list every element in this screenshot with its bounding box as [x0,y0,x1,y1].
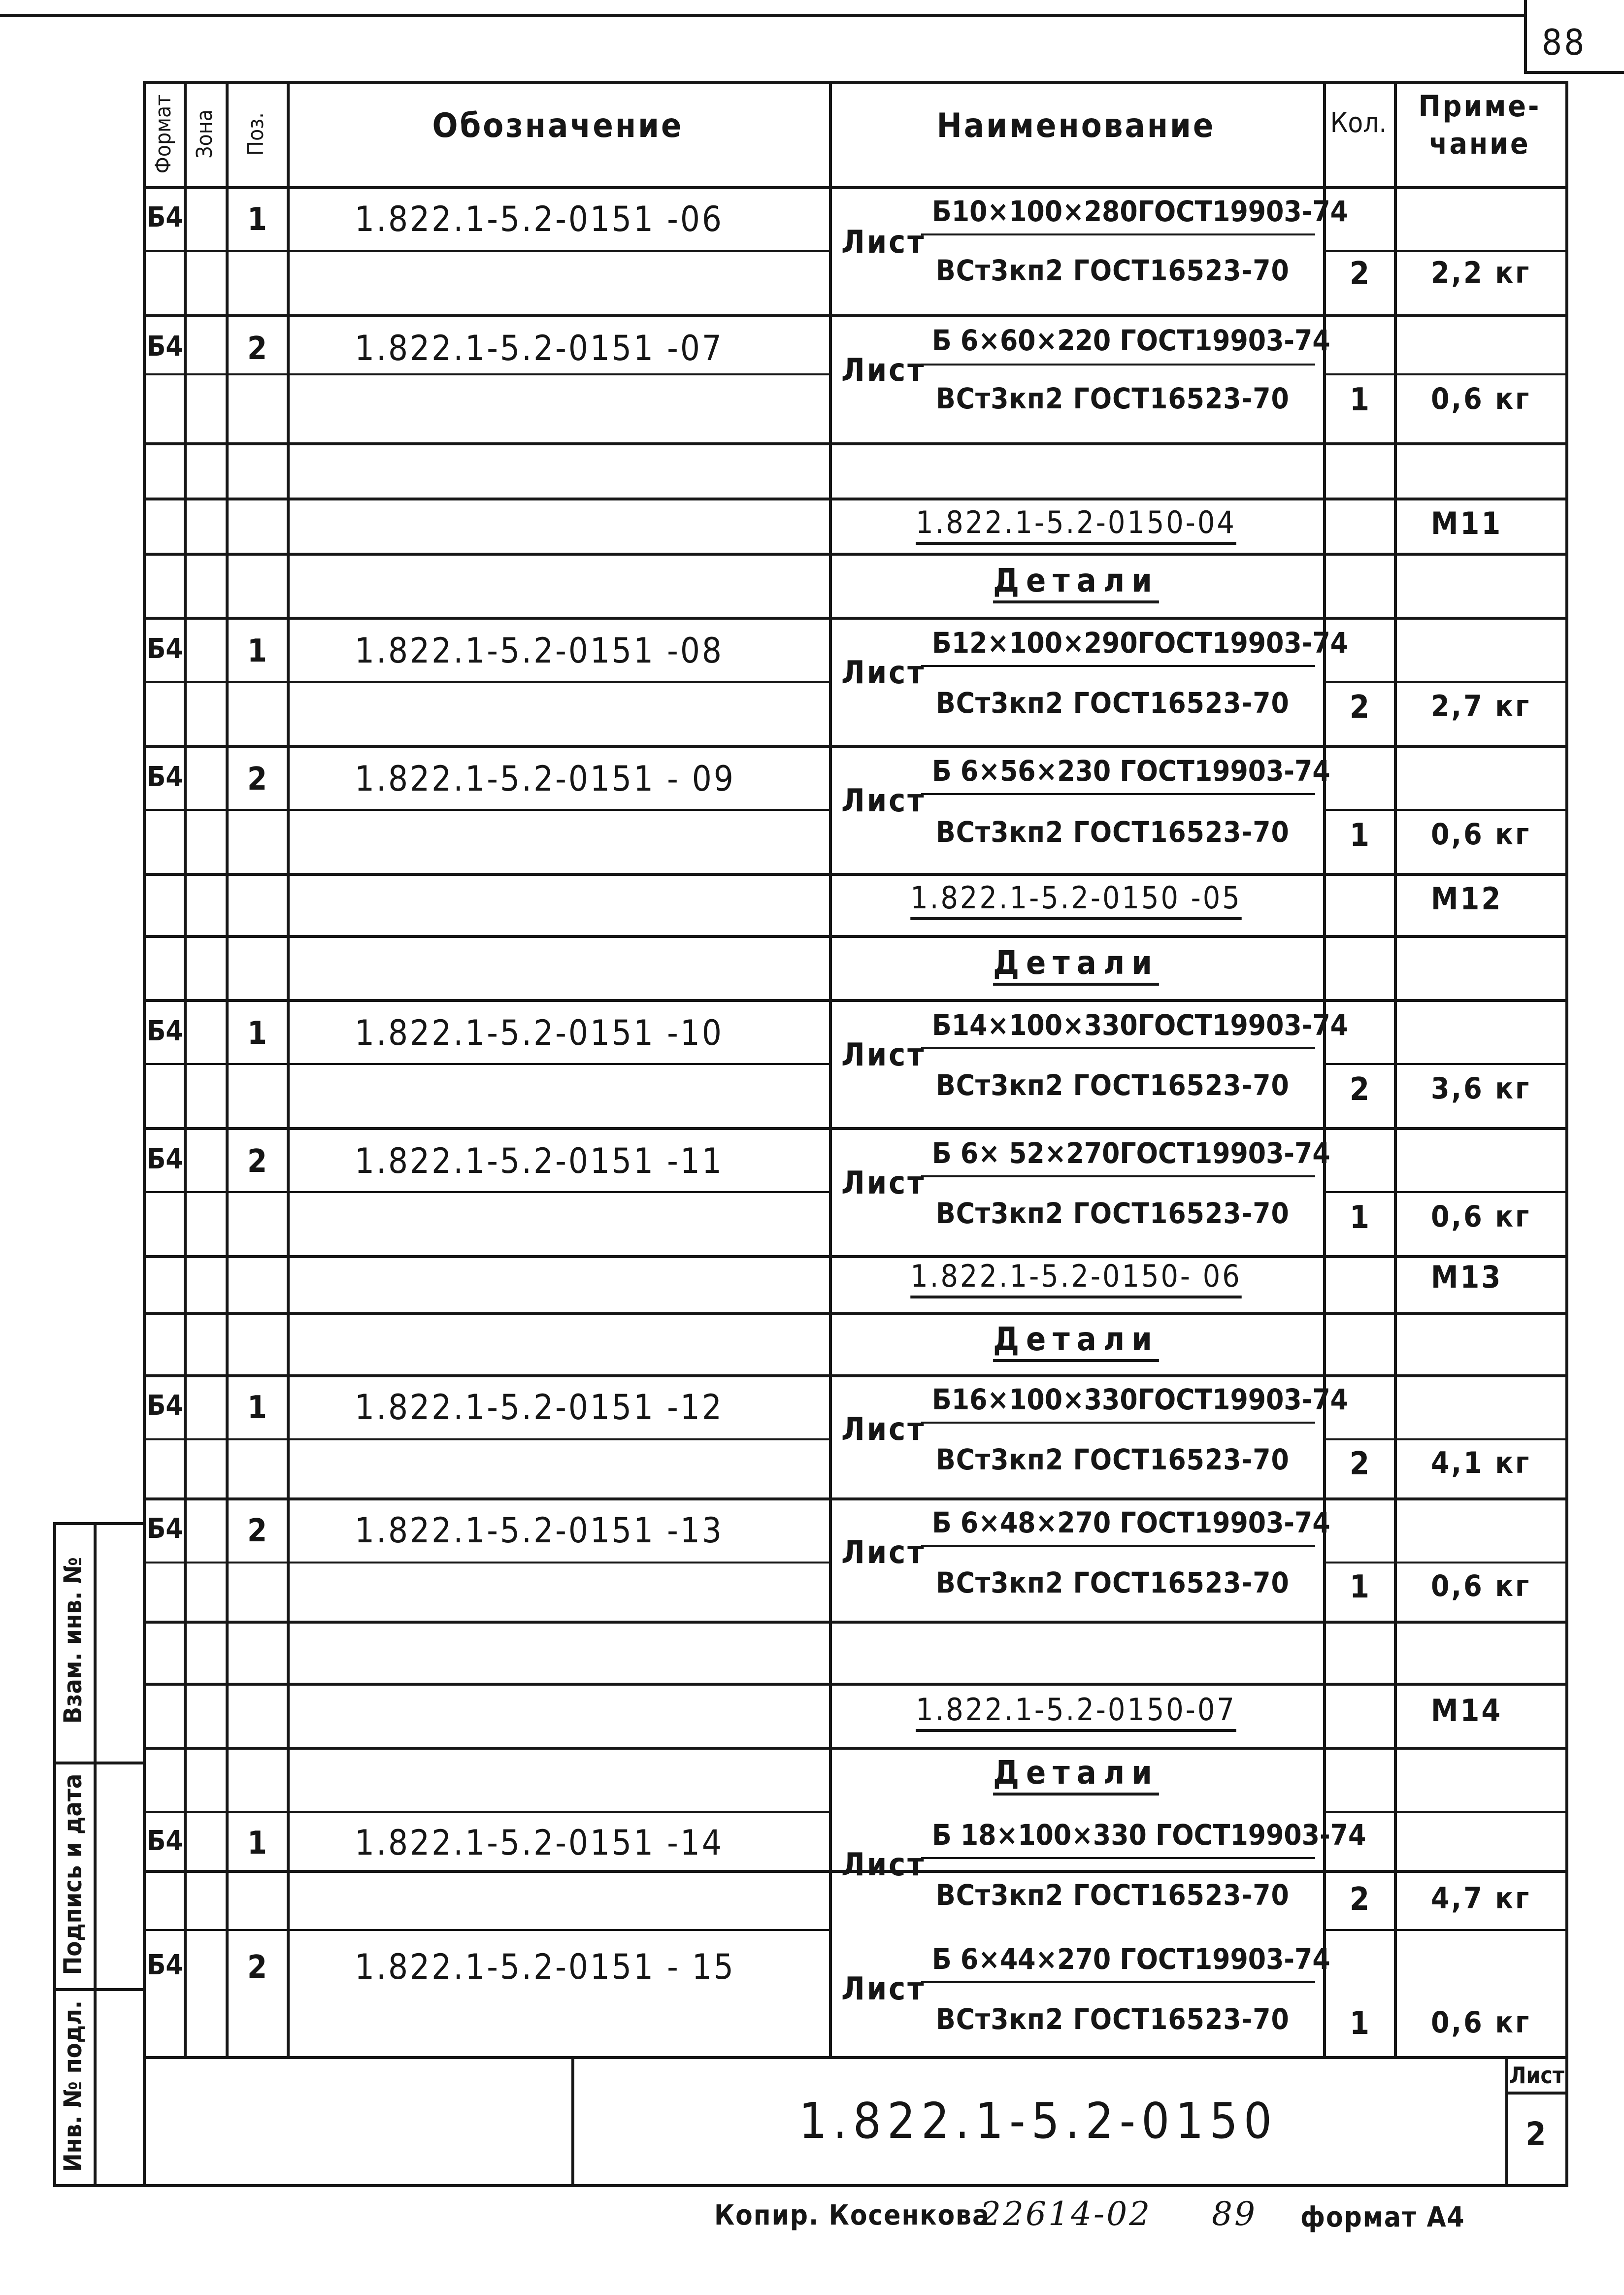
row-line [143,1374,1568,1377]
side-vzam: Взам. инв. № [59,1557,87,1724]
note-cell: 0,6 кг [1431,1569,1531,1603]
side-stamp-mid-line [94,1522,97,2187]
title-block-top-line [143,2056,1568,2059]
side-inv-podl: Инв. № подл. [59,2000,87,2172]
section-title: Детали [993,944,1159,982]
section-title: Детали [993,1320,1159,1358]
fraction-line [921,1047,1315,1049]
pos-cell: 1 [247,633,269,669]
designation-cell: 1.822.1-5.2-0151 - 09 [355,759,735,799]
document-code: 1.822.1-5.2-0150 [798,2092,1278,2150]
assembly-note: М13 [1431,1259,1503,1295]
header-note-1: Приме- [1418,89,1541,124]
sheet-label: Лист [841,1165,926,1201]
sheet-label-title: Лист [1509,2062,1564,2089]
row-line [1323,373,1565,375]
pos-cell: 2 [247,1143,269,1180]
assembly-designation: 1.822.1-5.2-0150- 06 [910,1258,1242,1294]
steel-text: ВСт3кп2 ГОСТ16523-70 [936,815,1290,849]
table-top-line [143,81,1568,84]
format-cell: Б4 [147,1513,183,1545]
format-cell: Б4 [147,1390,183,1422]
row-line [143,809,829,811]
pos-cell: 2 [247,331,269,367]
format-cell: Б4 [147,201,183,233]
row-line [143,617,1568,620]
format-cell: Б4 [147,331,183,363]
format-cell: Б4 [147,761,183,793]
row-line [143,1747,1568,1750]
fraction-line [921,665,1315,667]
row-line [143,745,1568,748]
row-line [1323,1063,1565,1065]
steel-text: ВСт3кп2 ГОСТ16523-70 [936,1878,1290,1912]
steel-text: ВСт3кп2 ГОСТ16523-70 [936,1443,1290,1476]
row-line [1323,1562,1565,1563]
steel-text: ВСт3кп2 ГОСТ16523-70 [936,382,1290,415]
page-number-box-left [1524,0,1527,74]
row-line [143,681,829,683]
header-bottom-line [143,186,1568,189]
fraction-line [921,1857,1315,1859]
steel-text: ВСт3кп2 ГОСТ16523-70 [936,686,1290,720]
qty-cell: 1 [1350,1199,1372,1236]
row-line [143,1562,829,1563]
designation-cell: 1.822.1-5.2-0151 -12 [355,1387,724,1428]
col-line-qty [1323,81,1326,2056]
note-cell: 0,6 кг [1431,817,1531,852]
format-cell: Б4 [147,1143,183,1175]
row-line [1323,1811,1565,1813]
qty-cell: 2 [1350,1881,1372,1918]
designation-cell: 1.822.1-5.2-0151 -06 [355,199,724,239]
sheet-label: Лист [841,1037,926,1073]
row-line [143,1811,829,1813]
top-border [0,14,1527,17]
qty-cell: 1 [1350,2005,1372,2042]
row-line [1323,1191,1565,1193]
qty-cell: 2 [1350,689,1372,726]
note-cell: 2,2 кг [1431,256,1531,290]
section-title: Детали [993,562,1159,599]
format-cell: Б4 [147,633,183,665]
format-cell: Б4 [147,1949,183,1981]
sheet-label: Лист [841,783,926,819]
sheet-number: 2 [1525,2115,1548,2153]
designation-cell: 1.822.1-5.2-0151 -08 [355,631,724,671]
section-title: Детали [993,1754,1159,1792]
col-line-note [1394,81,1397,2056]
fraction-line [921,233,1315,235]
page-number-box-bottom [1524,71,1624,74]
footer-format: формат А4 [1300,2201,1465,2233]
fraction-line [921,1545,1315,1547]
footer-num: 89 [1212,2195,1257,2233]
note-cell: 0,6 кг [1431,1199,1531,1234]
row-line [143,1255,1568,1258]
qty-cell: 1 [1350,382,1372,418]
row-line [143,999,1568,1002]
col-line-zone [184,81,187,2056]
steel-text: ВСт3кп2 ГОСТ16523-70 [936,254,1290,287]
row-line [1323,1438,1565,1440]
fraction-line [921,364,1315,366]
title-sheet-box-sep [1505,2092,1568,2095]
row-line [143,1621,1568,1624]
profile-text: Б 6×48×270 ГОСТ19903-74 [932,1506,1330,1539]
assembly-note: М11 [1431,505,1503,541]
profile-text: Б10×100×280ГОСТ19903-74 [932,195,1348,228]
sheet-label: Лист [841,1534,926,1571]
fraction-line [921,1175,1315,1177]
designation-cell: 1.822.1-5.2-0151 -14 [355,1823,724,1863]
row-line [143,1312,1568,1315]
header-qty: Кол. [1330,107,1387,139]
header-name: Наименование [936,106,1216,145]
row-line [143,1063,829,1065]
side-podpis: Подпись и дата [59,1773,87,1975]
steel-text: ВСт3кп2 ГОСТ16523-70 [936,1068,1290,1102]
row-line [143,1191,829,1193]
assembly-note: М12 [1431,881,1503,917]
page-number: 88 [1542,22,1587,63]
format-cell: Б4 [147,1015,183,1047]
row-line [143,935,1568,938]
header-pos: Поз. [243,112,268,156]
assembly-designation: 1.822.1-5.2-0150-07 [916,1692,1236,1728]
assembly-note: М14 [1431,1693,1503,1729]
row-line [143,1127,1568,1130]
row-line [143,553,1568,556]
sheet-label: Лист [841,1971,926,2007]
designation-cell: 1.822.1-5.2-0151 -11 [355,1141,724,1181]
row-line [143,1929,829,1931]
row-line [1323,250,1565,252]
profile-text: Б 6×56×230 ГОСТ19903-74 [932,754,1330,788]
col-line-designation [287,81,290,2056]
note-cell: 0,6 кг [1431,2005,1531,2040]
assembly-designation: 1.822.1-5.2-0150-04 [916,504,1236,540]
row-line [1323,1929,1565,1931]
pos-cell: 1 [247,201,269,238]
row-line [143,314,1568,317]
frame-bottom [53,2184,1568,2187]
qty-cell: 1 [1350,1569,1372,1605]
profile-text: Б 6× 52×270ГОСТ19903-74 [932,1136,1330,1170]
row-line [143,442,1568,445]
pos-cell: 1 [247,1390,269,1426]
side-stamp-left-line [53,1522,56,2187]
row-line [143,873,1568,876]
format-cell: Б4 [147,1825,183,1857]
designation-cell: 1.822.1-5.2-0151 - 15 [355,1947,735,1987]
pos-cell: 2 [247,1513,269,1549]
pos-cell: 2 [247,761,269,798]
note-cell: 4,1 кг [1431,1446,1531,1480]
profile-text: Б16×100×330ГОСТ19903-74 [932,1383,1348,1416]
row-line [1323,681,1565,683]
qty-cell: 2 [1350,256,1372,292]
header-note-2: чание [1429,127,1530,161]
sheet-label: Лист [841,655,926,691]
note-cell: 3,6 кг [1431,1071,1531,1106]
fraction-line [921,1981,1315,1983]
profile-text: Б 6×60×220 ГОСТ19903-74 [932,324,1330,357]
assembly-designation: 1.822.1-5.2-0150 -05 [910,880,1242,916]
col-line-pos [226,81,229,2056]
steel-text: ВСт3кп2 ГОСТ16523-70 [936,2002,1290,2036]
row-line [143,1497,1568,1500]
profile-text: Б12×100×290ГОСТ19903-74 [932,626,1348,660]
note-cell: 0,6 кг [1431,382,1531,416]
row-line [143,250,829,252]
header-zone: Зона [192,109,217,159]
sheet-label: Лист [841,224,926,261]
header-designation: Обозначение [432,106,684,145]
profile-text: Б 18×100×330 ГОСТ19903-74 [932,1818,1366,1852]
header-format: Формат [151,94,176,174]
qty-cell: 2 [1350,1446,1372,1482]
pos-cell: 1 [247,1015,269,1052]
fraction-line [921,793,1315,795]
row-line [143,1683,1568,1686]
footer-order: 22614-02 [980,2195,1152,2233]
row-line [143,1438,829,1440]
steel-text: ВСт3кп2 ГОСТ16523-70 [936,1197,1290,1230]
pos-cell: 2 [247,1949,269,1986]
pos-cell: 1 [247,1825,269,1862]
sheet-label: Лист [841,1847,926,1883]
fraction-line [921,1422,1315,1424]
designation-cell: 1.822.1-5.2-0151 -13 [355,1510,724,1551]
sheet-label: Лист [841,1411,926,1448]
footer-copied: Копир. Косенкова [714,2199,990,2231]
row-line [143,373,829,375]
designation-cell: 1.822.1-5.2-0151 -07 [355,328,724,368]
note-cell: 2,7 кг [1431,689,1531,724]
row-line [143,498,1568,500]
qty-cell: 2 [1350,1071,1372,1108]
profile-text: Б14×100×330ГОСТ19903-74 [932,1008,1348,1042]
row-line [1323,809,1565,811]
profile-text: Б 6×44×270 ГОСТ19903-74 [932,1942,1330,1976]
qty-cell: 1 [1350,817,1372,854]
steel-text: ВСт3кп2 ГОСТ16523-70 [936,1566,1290,1599]
note-cell: 4,7 кг [1431,1881,1531,1916]
sheet-label: Лист [841,352,926,389]
designation-cell: 1.822.1-5.2-0151 -10 [355,1013,724,1053]
